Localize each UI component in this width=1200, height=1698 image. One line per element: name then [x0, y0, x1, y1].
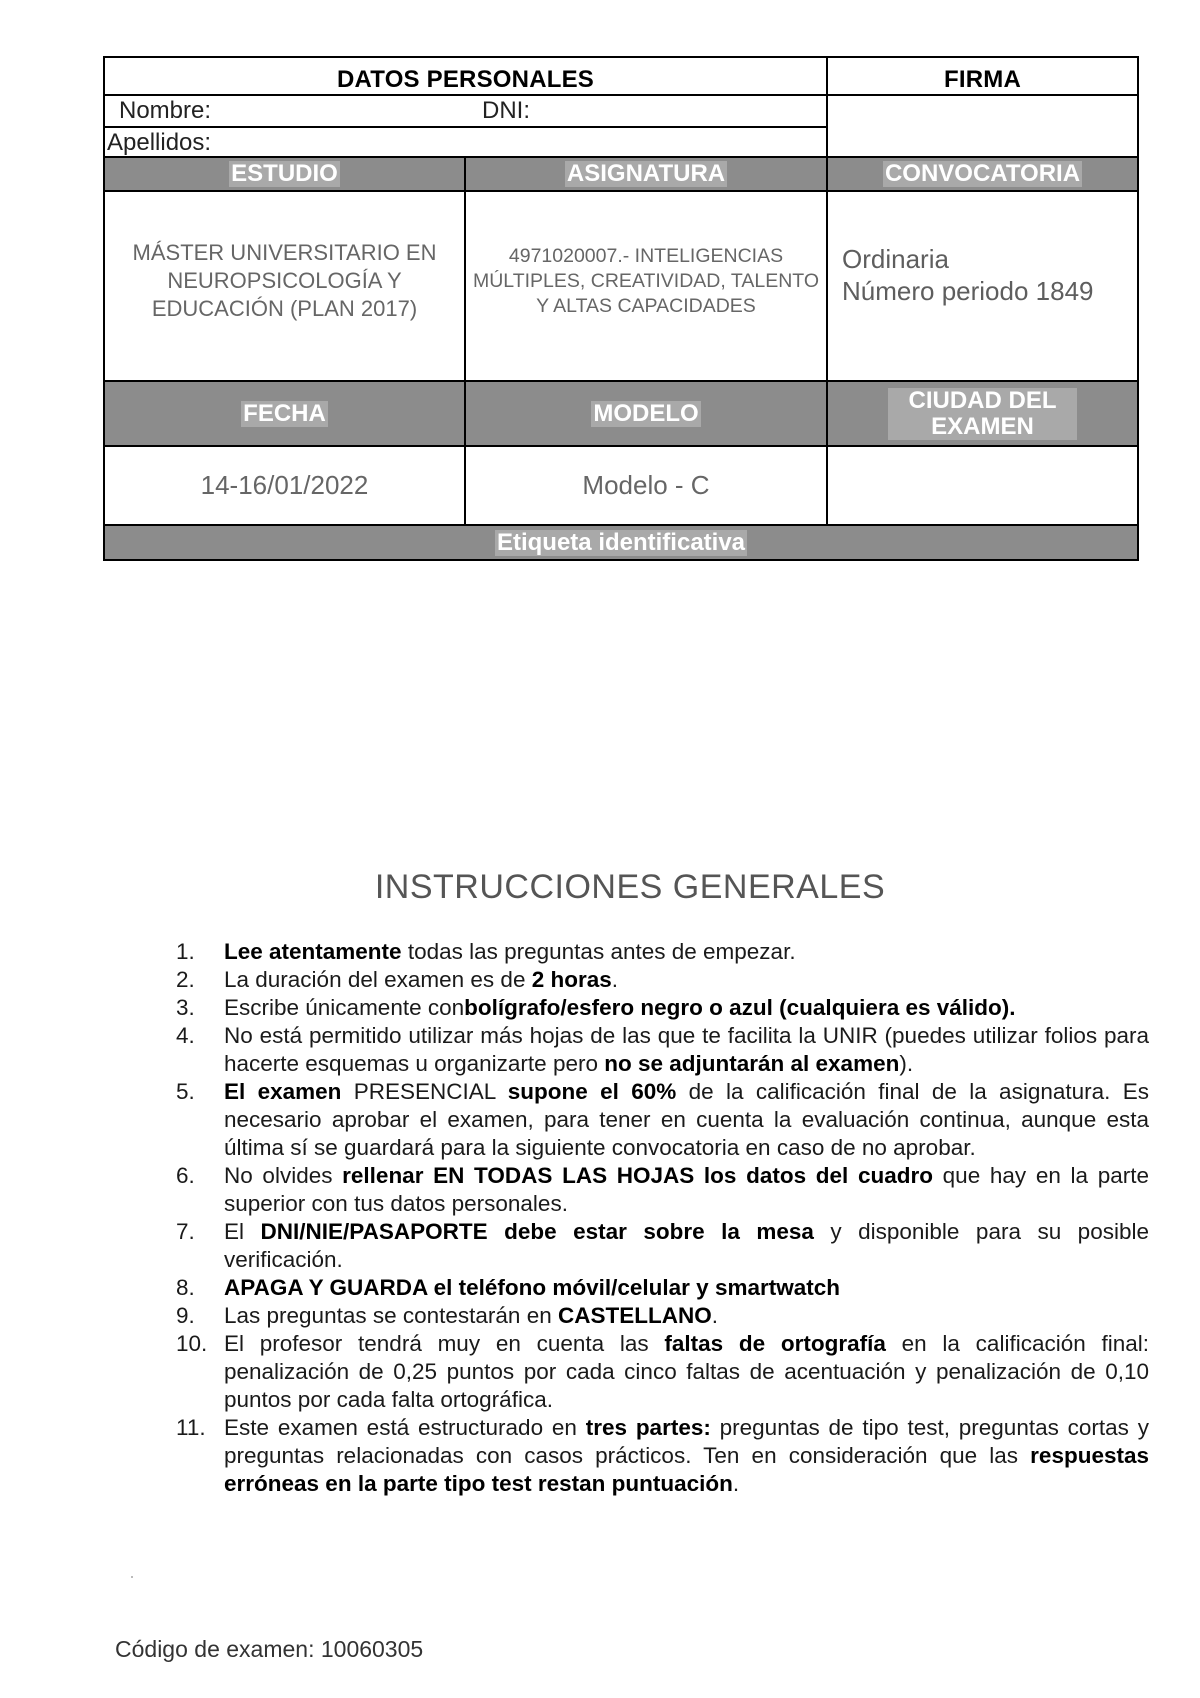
- instruction-item: [176, 1162, 1149, 1218]
- instruction-bold-text: DNI/NIE/PASAPORTE debe estar sobre la mesa: [260, 1219, 814, 1244]
- instruction-bold-text: Lee atentamente: [224, 939, 402, 964]
- instruction-plain-text: Escribe únicamente con: [224, 995, 465, 1020]
- instruction-text: [224, 1078, 1149, 1162]
- instruction-number: 1.: [176, 939, 195, 964]
- instruction-plain-text: que hay en la parte superior con tus datos personales.: [224, 1163, 1150, 1216]
- instruction-number: 8.: [176, 1275, 195, 1300]
- instruction-number: 5.: [176, 1079, 195, 1104]
- instruction-bold-text: bolígrafo/esfero negro o azul (cualquiera es válido).: [464, 995, 1016, 1020]
- instruction-plain-text: El: [224, 1219, 261, 1244]
- id-sticker-area: Etiqueta identificativa: [105, 526, 1137, 559]
- instruction-bold-text: El examen: [224, 1079, 342, 1104]
- instruction-item: [176, 1022, 1149, 1078]
- ciudad-value[interactable]: [828, 447, 1137, 524]
- instruction-number: 7.: [176, 1219, 195, 1244]
- instruction-plain-text: ).: [899, 1051, 914, 1076]
- instruction-number: 11.: [176, 1415, 206, 1440]
- instruction-plain-text: preguntas de tipo test, preguntas cortas y preguntas relacionadas con casos prácticos. Ten en consideración que las: [224, 1415, 1149, 1468]
- signature-section: [828, 58, 1137, 156]
- instruction-number: 2.: [176, 967, 195, 992]
- instruction-text: [224, 938, 1149, 966]
- instruction-plain-text: El profesor tendrá muy en cuenta las: [224, 1331, 665, 1356]
- instruction-bold-text: respuestas erróneas en la parte tipo test restan puntuación: [224, 1443, 1149, 1496]
- exam-code: Código de examen: 10060305: [115, 1636, 424, 1662]
- instruction-item: [176, 938, 1149, 966]
- instruction-text: [224, 1022, 1149, 1078]
- instruction-item: [176, 1414, 1149, 1498]
- dni-field[interactable]: DNI:: [482, 97, 530, 124]
- estudio-header: ESTUDIO: [105, 158, 466, 190]
- instruction-item: [176, 994, 1149, 1022]
- instruction-bold-text: faltas de ortografía: [664, 1331, 886, 1356]
- surname-row: [105, 128, 826, 160]
- instruction-plain-text: .: [732, 1471, 740, 1496]
- instruction-plain-text: de la calificación final de la asignatura. Es necesario aprobar el examen, para tener en cuenta la evaluación continua, aunque esta última sí se guardará para la siguiente convocatoria en caso de no aprobar.: [224, 1079, 1149, 1160]
- asignatura-value: 4971020007.- INTELIGENCIAS MÚLTIPLES, CREATIVIDAD, TALENTO Y ALTAS CAPACIDADES: [466, 192, 828, 380]
- exam-header-table: [103, 56, 1139, 561]
- instruction-plain-text: PRESENCIAL: [341, 1079, 508, 1104]
- instruction-item: [176, 1218, 1149, 1274]
- instruction-plain-text: No está permitido utilizar más hojas de las que te facilita la UNIR (puedes utilizar folios para hacerte esquemas u organizarte pero: [224, 1023, 1149, 1076]
- instruction-bold-text: rellenar EN TODAS LAS HOJAS los datos del cuadro: [342, 1163, 933, 1188]
- instruction-number: 3.: [176, 995, 195, 1020]
- instruction-bold-text: tres partes:: [585, 1415, 711, 1440]
- instruction-plain-text: Este examen está estructurado en: [224, 1415, 586, 1440]
- instruction-bold-text: no se adjuntarán al examen: [604, 1051, 900, 1076]
- instruction-text: [224, 1330, 1149, 1414]
- instruction-plain-text: Las preguntas se contestarán en: [224, 1303, 558, 1328]
- instruction-text: [224, 1274, 1149, 1302]
- name-field[interactable]: Nombre:: [119, 97, 212, 124]
- instruction-bold-text: supone el 60%: [507, 1079, 677, 1104]
- instruction-item: [176, 1302, 1149, 1330]
- instruction-bold-text: 2 horas: [531, 967, 612, 992]
- instruction-plain-text: y disponible para su posible verificación.: [224, 1219, 1149, 1272]
- convocatoria-type: Ordinaria: [842, 244, 949, 274]
- instruction-bold-text: APAGA Y GUARDA el teléfono móvil/celular y smartwatch: [224, 1275, 840, 1300]
- instruction-number: 9.: [176, 1303, 195, 1328]
- instruction-item: [176, 1330, 1149, 1414]
- instruction-plain-text: .: [611, 967, 619, 992]
- asignatura-header: ASIGNATURA: [466, 158, 828, 190]
- ciudad-header: CIUDAD DEL EXAMEN: [828, 382, 1137, 445]
- instruction-text: [224, 1218, 1149, 1274]
- estudio-value: MÁSTER UNIVERSITARIO EN NEUROPSICOLOGÍA Y EDUCACIÓN (PLAN 2017): [105, 192, 466, 380]
- instruction-item: [176, 1078, 1149, 1162]
- modelo-header: MODELO: [466, 382, 828, 445]
- instruction-plain-text: No olvides: [224, 1163, 343, 1188]
- modelo-value: Modelo - C: [466, 447, 828, 524]
- instruction-bold-text: CASTELLANO: [557, 1303, 712, 1328]
- instructions-list: [176, 938, 1149, 1498]
- convocatoria-period: Número periodo 1849: [842, 276, 1094, 306]
- personal-data-title: DATOS PERSONALES: [105, 58, 826, 96]
- instruction-number: 10.: [176, 1331, 208, 1356]
- signature-box[interactable]: [828, 96, 1137, 158]
- instruction-item: [176, 966, 1149, 994]
- instruction-plain-text: La duración del examen es de: [224, 967, 532, 992]
- instruction-text: [224, 966, 1149, 994]
- instruction-item: [176, 1274, 1149, 1302]
- fecha-header: FECHA: [105, 382, 466, 445]
- instruction-plain-text: .: [711, 1303, 718, 1328]
- instruction-plain-text: todas las preguntas antes de empezar.: [401, 939, 796, 964]
- signature-title: FIRMA: [828, 58, 1137, 96]
- convocatoria-value: [828, 192, 1137, 380]
- instruction-text: [224, 1302, 1149, 1330]
- instructions-title: INSTRUCCIONES GENERALES: [374, 868, 886, 906]
- personal-data-section: [105, 58, 828, 156]
- instruction-text: [224, 1162, 1149, 1218]
- instruction-number: 4.: [176, 1023, 195, 1048]
- instruction-text: [224, 1414, 1149, 1498]
- fecha-value: 14-16/01/2022: [105, 447, 466, 524]
- surname-field[interactable]: Apellidos:: [107, 129, 212, 156]
- instruction-number: 6.: [176, 1163, 195, 1188]
- name-row: [105, 96, 826, 128]
- convocatoria-header: CONVOCATORIA: [828, 158, 1137, 190]
- stray-dot: [131, 1576, 133, 1578]
- instruction-plain-text: en la calificación final: penalización de 0,25 puntos por cada cinco faltas de acentuación y penalización de 0,10 puntos por cada falta ortográfica.: [224, 1331, 1150, 1412]
- instruction-text: [224, 994, 1149, 1022]
